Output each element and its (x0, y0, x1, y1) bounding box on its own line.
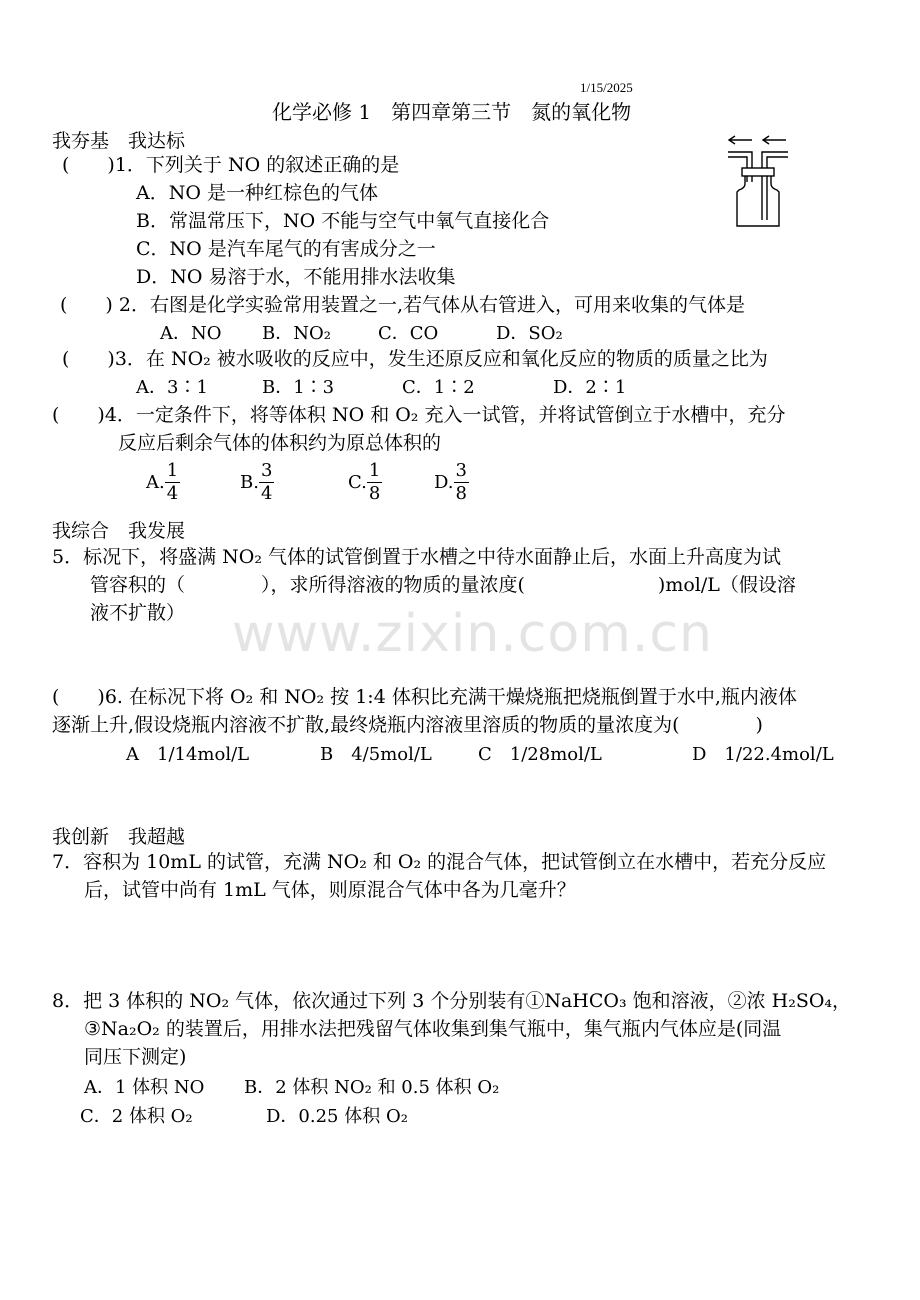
question-3-option-b: B．1∶3 (262, 377, 335, 398)
question-6-option-c: C 1/28mol/L (478, 744, 602, 765)
gas-bottle-figure (722, 132, 812, 232)
question-1-option-b: B．常温常压下，NO 不能与空气中氧气直接化合 (136, 210, 550, 232)
question-6-option-a: A 1/14mol/L (126, 744, 250, 765)
question-2-option-a: A．NO (160, 323, 222, 344)
watermark: www.zixin.com.cn (232, 604, 713, 664)
question-4-option-b: B. $\frac{3}{4}$ (240, 460, 273, 504)
question-4-option-c: C. $\frac{1}{8}$ (348, 460, 381, 504)
question-8-option-d: D．0.25 体积 O₂ (266, 1106, 408, 1127)
question-6-line2: 逐渐上升,假设烧瓶内溶液不扩散,最终烧瓶内溶液里溶质的物质的量浓度为( ) (52, 714, 763, 736)
date-stamp: 1/15/2025 (580, 80, 633, 95)
question-8-line1: 8．把 3 体积的 NO₂ 气体，依次通过下列 3 个分别装有①NaHCO₃ 饱和溶液，②浓 H₂SO₄， (52, 990, 852, 1012)
question-5-line3: 液不扩散） (90, 602, 186, 624)
question-2-option-b: B．NO₂ (262, 323, 331, 344)
section-heading-develop: 我综合 我发展 (52, 520, 186, 542)
question-4-option-d: D. $\frac{3}{8}$ (434, 460, 467, 504)
question-1-stem: ( )1．下列关于 NO 的叙述正确的是 (62, 154, 400, 176)
question-1-option-c: C．NO 是汽车尾气的有害成分之一 (136, 238, 436, 260)
question-8-line2: ③Na₂O₂ 的装置后，用排水法把残留气体收集到集气瓶中，集气瓶内气体应是(同温 (84, 1018, 782, 1040)
question-5-line1: 5．标况下，将盛满 NO₂ 气体的试管倒置于水槽之中待水面静止后，水面上升高度为试 (52, 546, 781, 568)
section-heading-innovate: 我创新 我超越 (52, 826, 186, 848)
question-6-option-d: D 1/22.4mol/L (692, 744, 834, 765)
question-3-option-d: D．2∶1 (553, 377, 627, 398)
question-8-option-b: B．2 体积 NO₂ 和 0.5 体积 O₂ (244, 1077, 500, 1098)
question-3-option-a: A．3∶1 (136, 377, 208, 398)
fraction: $\frac{3}{4}$ (260, 460, 273, 504)
question-3-option-c: C．1∶2 (402, 377, 475, 398)
question-4-option-a: A. $\frac{1}{4}$ (146, 460, 179, 504)
question-6-option-b: B 4/5mol/L (320, 744, 432, 765)
section-heading-basic: 我夯基 我达标 (52, 130, 186, 152)
question-6-line1: ( )6. 在标况下将 O₂ 和 NO₂ 按 1:4 体积比充满干燥烧瓶把烧瓶倒置于水中,瓶内液体 (52, 686, 797, 708)
question-8-line3: 同压下测定) (84, 1046, 187, 1068)
question-8-option-a: A．1 体积 NO (84, 1077, 205, 1098)
question-8-option-c: C．2 体积 O₂ (80, 1106, 193, 1127)
question-4-stem-line2: 反应后剩余气体的体积约为原总体积的 (118, 432, 442, 454)
fraction: $\frac{3}{8}$ (455, 460, 467, 504)
question-2-stem: ( ) 2．右图是化学实验常用装置之一,若气体从右管进入，可用来收集的气体是 (60, 294, 745, 316)
fraction: $\frac{1}{8}$ (368, 460, 381, 504)
page-title: 化学必修 1 第四章第三节 氮的氧化物 (272, 100, 632, 124)
question-2-option-c: C．CO (378, 323, 439, 344)
question-2-option-d: D．SO₂ (496, 323, 563, 344)
question-7-line1: 7．容积为 10mL 的试管，充满 NO₂ 和 O₂ 的混合气体，把试管倒立在水槽中，若充分反应 (52, 851, 827, 873)
question-1-option-d: D．NO 易溶于水，不能用排水法收集 (136, 266, 456, 288)
question-7-line2: 后，试管中尚有 1mL 气体，则原混合气体中各为几毫升？ (84, 879, 576, 901)
question-1-option-a: A．NO 是一种红棕色的气体 (136, 182, 378, 204)
question-4-stem-line1: ( )4．一定条件下，将等体积 NO 和 O₂ 充入一试管，并将试管倒立于水槽中，充分 (52, 404, 786, 426)
fraction: $\frac{1}{4}$ (166, 460, 179, 504)
question-3-stem: ( )3．在 NO₂ 被水吸收的反应中，发生还原反应和氧化反应的物质的质量之比为 (62, 348, 768, 370)
question-5-line2: 管容积的（ ），求所得溶液的物质的量浓度( )mol/L（假设溶 (90, 574, 796, 596)
